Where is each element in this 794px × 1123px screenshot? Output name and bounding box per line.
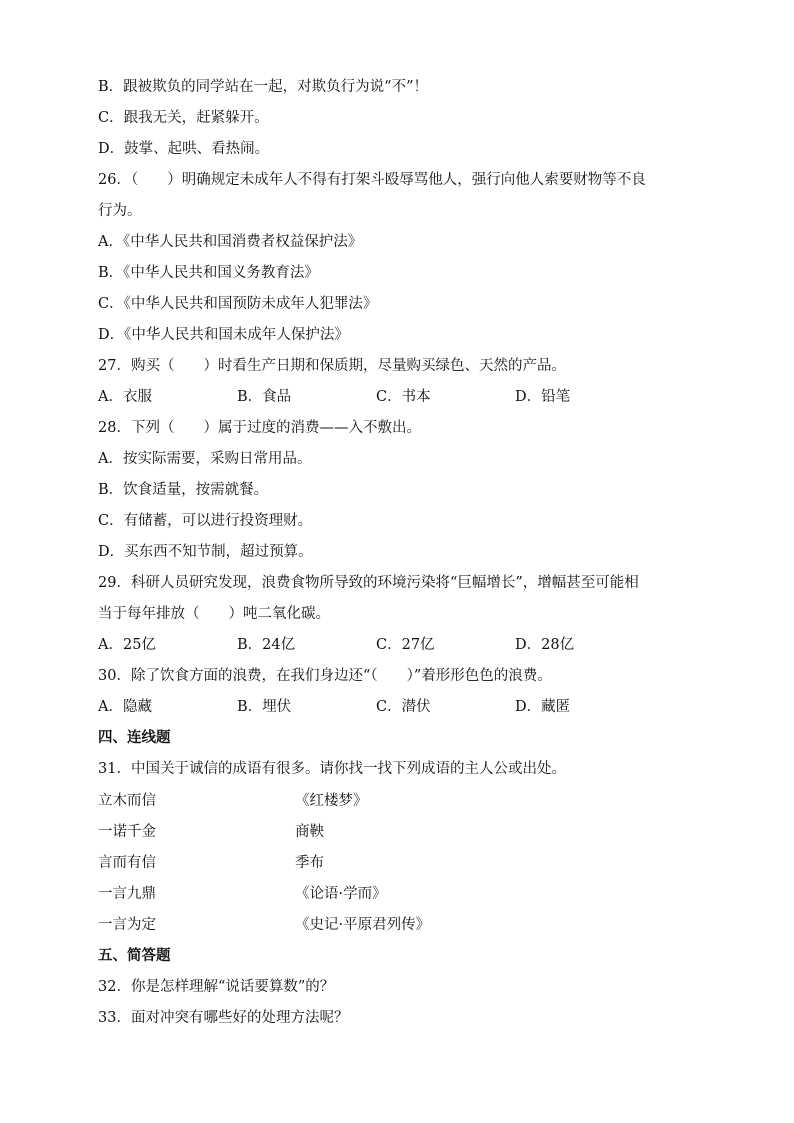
match-left-2[interactable]: 一诺千金 [98,824,156,840]
q26-stem-line2: 行为。 [98,203,142,219]
q31-stem: 31．中国关于诚信的成语有很多。请你找一找下列成语的主人公或出处。 [98,761,566,777]
match-right-4[interactable]: 《论语·学而》 [295,886,387,902]
section4-title: 四、连线题 [98,730,171,746]
q30-options [98,697,570,717]
q28-option-d: D．买东西不知节制，超过预算。 [98,544,313,560]
q26-option-c: C．《中华人民共和国预防未成年人犯罪法》 [98,296,378,312]
match-left-5[interactable]: 一言为定 [98,917,156,933]
q29-option-a: A．25亿 [98,637,156,653]
q27-option-d: D．铅笔 [515,389,571,405]
q30-option-c: C．潜伏 [376,699,431,715]
q28-option-b: B．饮食适量，按需就餐。 [98,482,269,498]
match-right-2[interactable]: 商鞅 [295,824,324,840]
q26-option-b: B．《中华人民共和国义务教育法》 [98,265,319,281]
q28-stem: 28．下列（ ）属于过度的消费——入不敷出。 [98,420,421,436]
q27-stem: 27．购买（ ）时看生产日期和保质期，尽量购买绿色、天然的产品。 [98,358,566,374]
q28-option-c: C．有储蓄，可以进行投资理财。 [98,513,313,529]
match-right-3[interactable]: 季布 [295,855,324,871]
q27-option-c: C．书本 [376,389,431,405]
q27-option-a: A．衣服 [98,389,152,405]
match-right-1[interactable]: 《红楼梦》 [295,793,368,809]
q33-stem: 33．面对冲突有哪些好的处理方法呢？ [98,1010,349,1026]
q27-options [98,387,570,407]
q29-option-b: B．24亿 [237,637,296,653]
q26-option-d: D．《中华人民共和国未成年人保护法》 [98,327,349,343]
section5-title: 五、简答题 [98,948,171,964]
q26-stem-line1: 26．（ ）明确规定未成年人不得有打架斗殴辱骂他人，强行向他人索要财物等不良 [98,172,646,188]
q29-options [98,635,574,655]
q27-option-b: B．食品 [237,389,292,405]
q25-option-d: D．鼓掌、起哄、看热闹。 [98,141,270,157]
q30-option-b: B．埋伏 [237,699,292,715]
q26-option-a: A．《中华人民共和国消费者权益保护法》 [98,234,363,250]
q25-option-b: B．跟被欺负的同学站在一起，对欺负行为说“不”！ [98,79,428,95]
match-left-4[interactable]: 一言九鼎 [98,886,156,902]
match-left-1[interactable]: 立木而信 [98,793,156,809]
q29-stem-line2: 当于每年排放（ ）吨二氧化碳。 [98,606,330,622]
match-right-5[interactable]: 《史记·平原君列传》 [295,917,431,933]
q32-stem: 32．你是怎样理解“说话要算数”的？ [98,979,335,995]
q30-option-d: D．藏匿 [515,699,571,715]
q29-option-d: D．28亿 [515,637,575,653]
q30-option-a: A．隐藏 [98,699,152,715]
match-left-3[interactable]: 言而有信 [98,855,156,871]
q29-option-c: C．27亿 [376,637,435,653]
q29-stem-line1: 29．科研人员研究发现，浪费食物所导致的环境污染将“巨幅增长”，增幅甚至可能相 [98,575,639,591]
q25-option-c: C．跟我无关，赶紧躲开。 [98,110,269,126]
q28-option-a: A．按实际需要，采购日常用品。 [98,451,312,467]
q30-stem: 30．除了饮食方面的浪费，在我们身边还“（ ）”着形形色色的浪费。 [98,668,552,684]
